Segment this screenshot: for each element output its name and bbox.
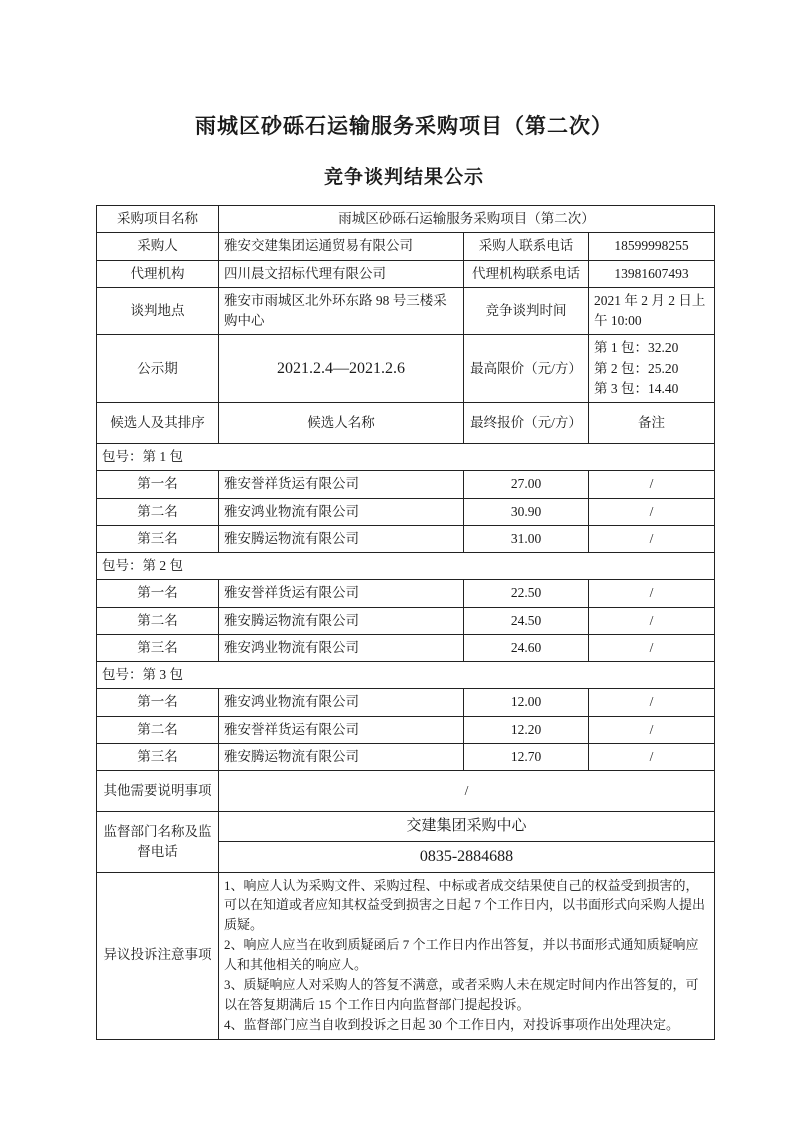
project-name-value: 雨城区砂砾石运输服务采购项目（第二次） [219, 206, 715, 233]
table-row [97, 716, 715, 743]
price-cell: 27.00 [464, 471, 589, 498]
rank-cell: 第二名 [97, 607, 219, 634]
package-2-header: 包号：第 2 包 [97, 553, 715, 580]
price-cell: 12.20 [464, 716, 589, 743]
purchaser-value: 雅安交建集团运通贸易有限公司 [219, 233, 464, 260]
rank-cell: 第二名 [97, 716, 219, 743]
page-subtitle: 竞争谈判结果公示 [323, 167, 484, 188]
purchaser-contact-label: 采购人联系电话 [464, 233, 589, 260]
package-header-row [97, 553, 715, 580]
remark-cell: / [589, 743, 715, 770]
agency-label: 代理机构 [97, 260, 219, 287]
table-row [97, 771, 715, 812]
price-cell: 12.70 [464, 743, 589, 770]
candidate-name-label: 候选人名称 [219, 403, 464, 444]
project-name-label: 采购项目名称 [97, 206, 219, 233]
page-title: 雨城区砂砾石运输服务采购项目（第二次） [195, 114, 613, 138]
other-matters-value: / [219, 771, 715, 812]
company-name-cell: 雅安鸿业物流有限公司 [219, 634, 464, 661]
max-price-values [589, 335, 715, 403]
candidate-rank-label: 候选人及其排序 [97, 403, 219, 444]
complaint-item-3: 3、质疑响应人对采购人的答复不满意，或者采购人未在规定时间内作出答复的，可以在答复期满后 15 个工作日内向监督部门提起投诉。 [224, 977, 699, 1012]
price-cell: 12.00 [464, 689, 589, 716]
complaint-notes [219, 872, 715, 1039]
place-value: 雅安市雨城区北外环东路 98 号三楼采购中心 [219, 287, 464, 335]
table-row [97, 743, 715, 770]
remark-cell: / [589, 716, 715, 743]
remark-cell: / [589, 634, 715, 661]
remark-cell: / [589, 498, 715, 525]
table-row [97, 233, 715, 260]
price-cell: 31.00 [464, 525, 589, 552]
remark-cell: / [589, 607, 715, 634]
company-name-cell: 雅安腾运物流有限公司 [219, 525, 464, 552]
company-name-cell: 雅安腾运物流有限公司 [219, 743, 464, 770]
supervise-value: 交建集团采购中心 [219, 812, 715, 842]
company-name-cell: 雅安腾运物流有限公司 [219, 607, 464, 634]
company-name-cell: 雅安誉祥货运有限公司 [219, 471, 464, 498]
company-name-cell: 雅安誉祥货运有限公司 [219, 580, 464, 607]
remark-label: 备注 [589, 403, 715, 444]
max-price-label: 最高限价（元/方） [464, 335, 589, 403]
agency-contact-value: 13981607493 [589, 260, 715, 287]
table-row [97, 634, 715, 661]
max-price-package-2: 第 2 包：25.20 [594, 360, 679, 376]
max-price-package-3: 第 3 包：14.40 [594, 380, 679, 396]
rank-cell: 第一名 [97, 689, 219, 716]
company-name-cell: 雅安誉祥货运有限公司 [219, 716, 464, 743]
table-row [97, 498, 715, 525]
complaint-item-2: 2、响应人应当在收到质疑函后 7 个工作日内作出答复，并以书面形式通知质疑响应人和其他相关的响应人。 [224, 937, 699, 972]
supervise-phone: 0835-2884688 [219, 841, 715, 872]
table-row [97, 260, 715, 287]
table-header-row [97, 403, 715, 444]
remark-cell: / [589, 471, 715, 498]
table-row [97, 206, 715, 233]
purchaser-contact-value: 18599998255 [589, 233, 715, 260]
table-row [97, 689, 715, 716]
package-1-header: 包号：第 1 包 [97, 444, 715, 471]
negotiation-time-value: 2021 年 2 月 2 日上午 10:00 [589, 287, 715, 335]
company-name-cell: 雅安鸿业物流有限公司 [219, 498, 464, 525]
table-row [97, 287, 715, 335]
complaint-item-1: 1、响应人认为采购文件、采购过程、中标或者成交结果使自己的权益受到损害的，可以在知道或者应知其权益受到损害之日起 7 个工作日内，以书面形式向采购人提出质疑。 [224, 877, 706, 932]
place-label: 谈判地点 [97, 287, 219, 335]
table-row [97, 607, 715, 634]
price-cell: 24.60 [464, 634, 589, 661]
rank-cell: 第一名 [97, 580, 219, 607]
remark-cell: / [589, 525, 715, 552]
publicity-label: 公示期 [97, 335, 219, 403]
negotiation-time-label: 竞争谈判时间 [464, 287, 589, 335]
supervise-label: 监督部门名称及监督电话 [97, 812, 219, 873]
table-row [97, 872, 715, 1039]
agency-value: 四川晨文招标代理有限公司 [219, 260, 464, 287]
price-cell: 22.50 [464, 580, 589, 607]
table-row [97, 335, 715, 403]
max-price-package-1: 第 1 包：32.20 [594, 340, 679, 356]
rank-cell: 第三名 [97, 634, 219, 661]
price-cell: 30.90 [464, 498, 589, 525]
company-name-cell: 雅安鸿业物流有限公司 [219, 689, 464, 716]
other-matters-label: 其他需要说明事项 [97, 771, 219, 812]
rank-cell: 第一名 [97, 471, 219, 498]
remark-cell: / [589, 580, 715, 607]
rank-cell: 第三名 [97, 525, 219, 552]
complaint-label: 异议投诉注意事项 [97, 872, 219, 1039]
price-cell: 24.50 [464, 607, 589, 634]
final-price-label: 最终报价（元/方） [464, 403, 589, 444]
package-header-row [97, 444, 715, 471]
package-header-row [97, 662, 715, 689]
complaint-item-4: 4、监督部门应当自收到投诉之日起 30 个工作日内，对投诉事项作出处理决定。 [224, 1017, 680, 1032]
remark-cell: / [589, 689, 715, 716]
table-row [97, 580, 715, 607]
table-row [97, 812, 715, 842]
table-row [97, 471, 715, 498]
publicity-value: 2021.2.4—2021.2.6 [219, 335, 464, 403]
rank-cell: 第三名 [97, 743, 219, 770]
agency-contact-label: 代理机构联系电话 [464, 260, 589, 287]
package-3-header: 包号：第 3 包 [97, 662, 715, 689]
result-table [96, 205, 715, 1040]
table-row [97, 525, 715, 552]
purchaser-label: 采购人 [97, 233, 219, 260]
rank-cell: 第二名 [97, 498, 219, 525]
